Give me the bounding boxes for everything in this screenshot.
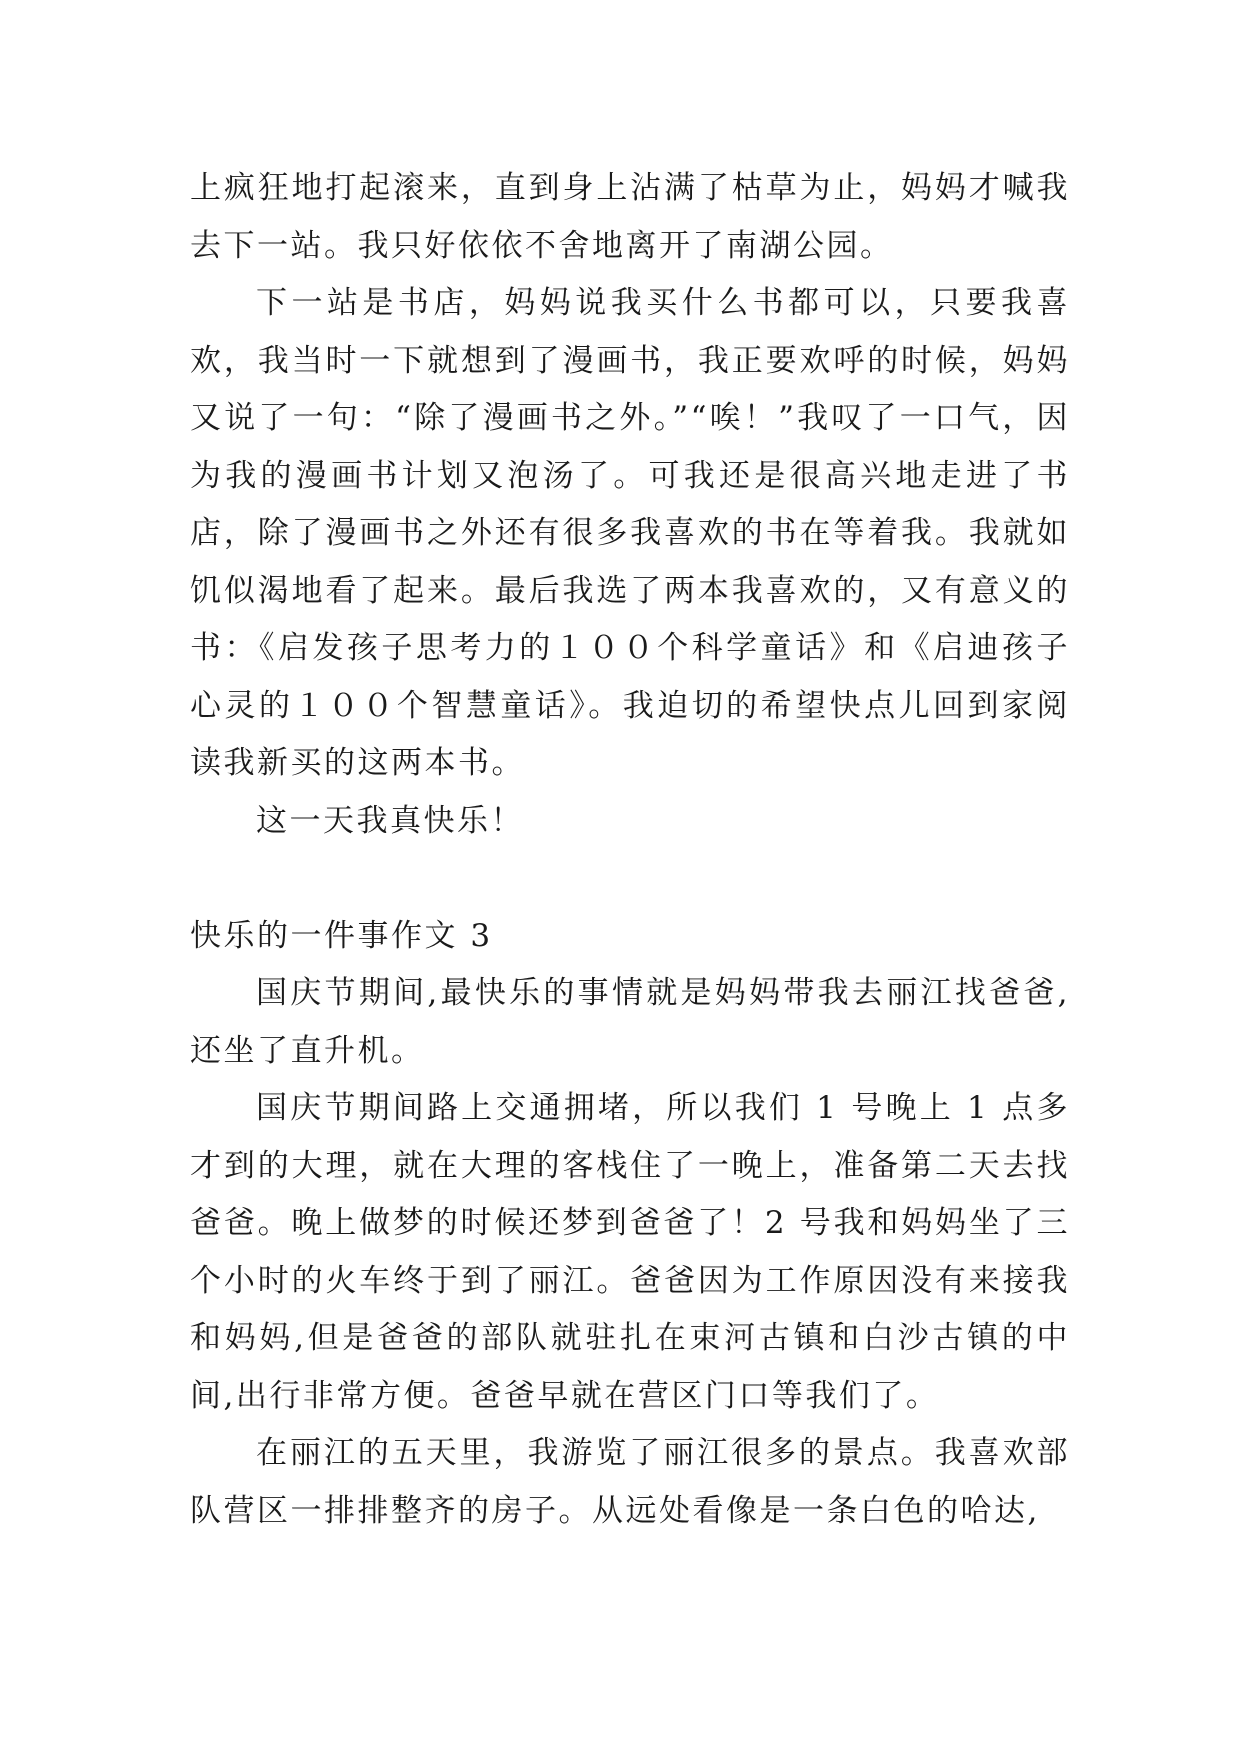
paragraph-five-days: 在丽江的五天里，我游览了丽江很多的景点。我喜欢部队营区一排排整齐的房子。从远处看像是一条白色的哈达, bbox=[190, 1435, 1070, 1529]
section-title: 快乐的一件事作文 3 bbox=[190, 917, 493, 954]
paragraph-happy-day: 这一天我真快乐！ bbox=[256, 802, 524, 839]
paragraph-continuation: 上疯狂地打起滚来，直到身上沾满了枯草为止，妈妈才喊我去下一站。我只好依依不舍地离开了南湖公园。 bbox=[190, 170, 1070, 264]
paragraph-trip-to-lijiang: 国庆节期间路上交通拥堵，所以我们 1 号晚上 1 点多才到的大理，就在大理的客栈住了一晚上，准备第二天去找爸爸。晚上做梦的时候还梦到爸爸了！2 号我和妈妈坐了三个小时的火车终于到了丽江。爸爸因为工作原因没有来接我和妈妈,但是爸爸的部队就驻扎在束河古镇和白沙古镇的中间,出行非常方便。爸爸早就在营区门口等我们了。 bbox=[190, 1090, 1070, 1414]
paragraph-bookstore: 下一站是书店，妈妈说我买什么书都可以，只要我喜欢，我当时一下就想到了漫画书，我正要欢呼的时候，妈妈又说了一句：“除了漫画书之外。”“唉！”我叹了一口气，因为我的漫画书计划又泡汤了。可我还是很高兴地走进了书店，除了漫画书之外还有很多我喜欢的书在等着我。我就如饥似渴地看了起来。最后我选了两本我喜欢的，又有意义的书：《启发孩子思考力的１００个科学童话》和《启迪孩子心灵的１００个智慧童话》。我迫切的希望快点儿回到家阅读我新买的这两本书。 bbox=[190, 285, 1070, 781]
document-body bbox=[190, 160, 1070, 1540]
paragraph-national-day: 国庆节期间,最快乐的事情就是妈妈带我去丽江找爸爸,还坐了直升机。 bbox=[190, 975, 1070, 1069]
